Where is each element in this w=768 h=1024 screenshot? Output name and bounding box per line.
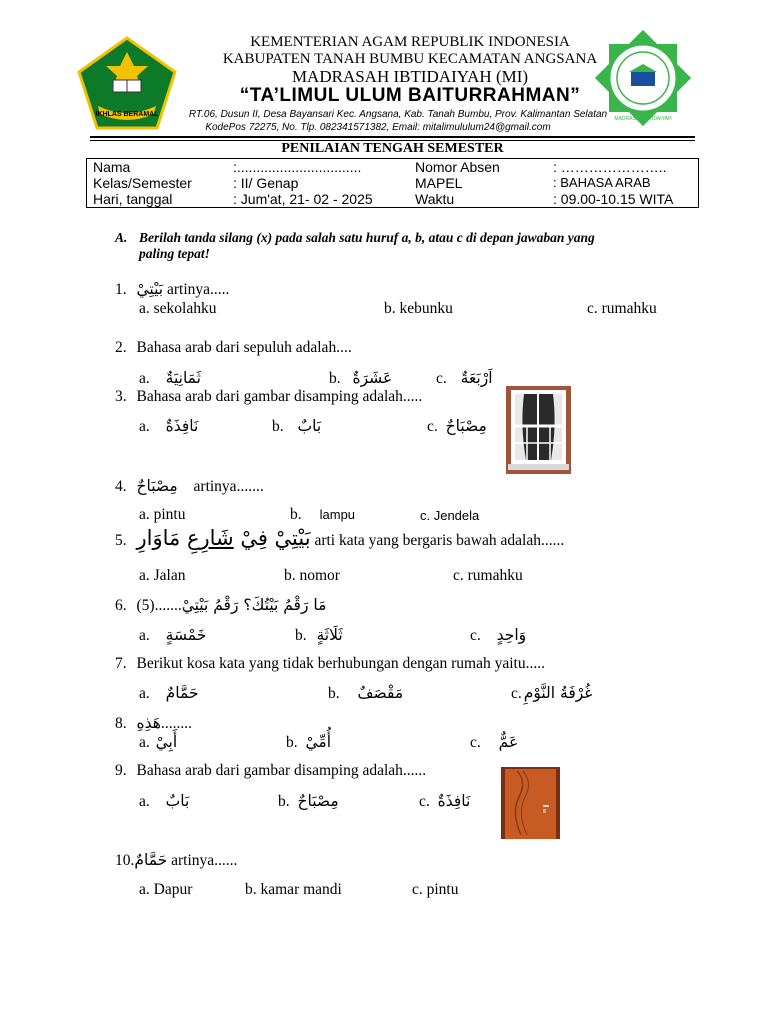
door-image: [501, 767, 560, 839]
option-a[interactable]: a. pintu: [139, 506, 186, 523]
question-text: arti kata yang bergaris bawah adalah......: [310, 532, 565, 549]
option-c[interactable]: [419, 792, 470, 811]
option-c[interactable]: [427, 417, 487, 436]
option-letter: a.: [139, 685, 150, 702]
question-text: artinya......: [167, 852, 238, 869]
question-arabic: مِصْبَاحٌ: [136, 477, 178, 495]
left-logo-text: IKHLAS BERAMAL: [95, 111, 159, 118]
option-a[interactable]: [139, 417, 198, 436]
question-text: Bahasa arab dari sepuluh adalah....: [136, 339, 352, 356]
question-text: artinya.......: [193, 478, 264, 495]
value-kelas-semester: : II/ Genap: [233, 175, 299, 191]
value-nama[interactable]: :................................: [233, 159, 362, 175]
header-school-name: “TA’LIMUL ULUM BAITURRAHMAN”: [239, 85, 581, 106]
option-b[interactable]: [290, 506, 355, 524]
info-row: [87, 191, 699, 208]
arabic-word: بَيْتِيْ فِيْ: [240, 526, 311, 550]
label-nama: Nama: [93, 159, 131, 175]
instruction-text: Berilah tanda silang (x) pada salah satu huruf a, b, atau c di depan jawaban yang: [139, 230, 595, 245]
option-a[interactable]: a. Jalan: [139, 567, 186, 584]
option-c[interactable]: [436, 369, 493, 388]
option-letter: c.: [470, 627, 481, 644]
option-b[interactable]: [286, 733, 331, 752]
option-text: lampu: [319, 507, 356, 522]
option-letter: b.: [329, 370, 341, 387]
option-letter: b.: [278, 793, 290, 810]
question-text: ........: [160, 715, 192, 732]
option-a[interactable]: [139, 792, 189, 811]
exam-title: PENILAIAN TENGAH SEMESTER: [281, 141, 504, 156]
option-c[interactable]: c. rumahku: [453, 567, 523, 584]
question-number: 4.: [115, 478, 127, 495]
option-c[interactable]: [470, 626, 526, 645]
option-c[interactable]: [470, 733, 518, 752]
option-arabic: ثَلَاثَةٍ: [316, 626, 343, 644]
question-number: 5.: [115, 532, 127, 549]
option-a[interactable]: [139, 733, 177, 752]
header-ministry: KEMENTERIAN AGAM REPUBLIK INDONESIA: [250, 34, 570, 50]
label-waktu: Waktu: [415, 191, 455, 207]
option-arabic: غُرْفَةُ النَّوْمِ: [523, 684, 593, 702]
option-b[interactable]: b. nomor: [284, 567, 340, 584]
option-arabic: أَبِيْ: [155, 733, 178, 751]
option-arabic: نَافِذَةٌ: [437, 792, 471, 810]
question-number: 8.: [115, 715, 127, 732]
value-waktu: : 09.00-10.15 WITA: [553, 191, 674, 207]
question-text: Bahasa arab dari gambar disamping adalah.....: [136, 388, 423, 405]
option-letter: c.: [511, 685, 522, 702]
label-nomor-absen: Nomor Absen: [415, 159, 500, 175]
option-b[interactable]: [328, 684, 403, 703]
info-row: [87, 159, 699, 176]
option-b[interactable]: [278, 792, 339, 811]
option-letter: a.: [139, 370, 150, 387]
option-arabic: وَاحِدٍ: [496, 626, 527, 644]
question-5: [115, 526, 564, 550]
question-arabic: حَمَّامٌ: [134, 851, 168, 869]
option-b[interactable]: [329, 369, 392, 388]
option-c[interactable]: c. Jendela: [420, 508, 480, 523]
option-b[interactable]: b. kamar mandi: [245, 881, 342, 898]
option-arabic: مِصْبَاحٌ: [445, 417, 487, 435]
option-letter: c.: [419, 793, 430, 810]
option-b[interactable]: [272, 417, 321, 436]
header-divider: [90, 136, 695, 138]
question-arabic-sentence: [137, 526, 311, 550]
option-letter: c.: [436, 370, 447, 387]
question-number: 6.: [115, 597, 127, 614]
option-arabic: حَمَّامٌ: [165, 684, 199, 702]
student-info-table: [86, 158, 699, 208]
label-kelas-semester: Kelas/Semester: [93, 175, 192, 191]
instruction-letter: A.: [115, 230, 128, 245]
option-arabic: بَابٌ: [165, 792, 190, 810]
option-letter: b.: [272, 418, 284, 435]
value-nomor-absen[interactable]: : …………………..: [553, 159, 667, 175]
question-number: 10.: [115, 852, 135, 869]
option-arabic: خَمْسَةٍ: [165, 626, 207, 644]
label-hari-tanggal: Hari, tanggal: [93, 191, 173, 207]
question-arabic: هَذِهِ: [136, 714, 161, 732]
question-8: [115, 714, 192, 733]
question-4: [115, 477, 264, 496]
option-b[interactable]: b. kebunku: [384, 300, 453, 317]
option-arabic: عَشَرَةٌ: [352, 369, 393, 387]
option-c[interactable]: c. pintu: [412, 881, 459, 898]
value-hari-tanggal: : Jum'at, 21- 02 - 2025: [233, 191, 373, 207]
option-arabic: عَمٌّ: [498, 733, 519, 751]
header-regency: KABUPATEN TANAH BUMBU KECAMATAN ANGSANA: [222, 51, 598, 67]
question-6: [115, 596, 326, 615]
header-contact: KodePos 72275, No. Tlp. 082341571382, Email: mitalimululum24@gmail.com: [205, 122, 551, 133]
question-number: 2.: [115, 339, 127, 356]
option-a[interactable]: [139, 369, 201, 388]
question-arabic: مَا رَقْمُ بَيْتُكَ؟ رَقْمُ بَيْتِيْ: [181, 596, 327, 614]
question-text: Berikut kosa kata yang tidak berhubungan dengan rumah yaitu.....: [136, 655, 545, 672]
value-mapel: : BAHASA ARAB: [553, 175, 651, 190]
option-c[interactable]: c. rumahku: [587, 300, 657, 317]
option-letter: c.: [470, 734, 481, 751]
option-letter: a.: [139, 627, 150, 644]
window-image: [506, 386, 571, 474]
question-2: [115, 339, 352, 357]
question-9: [115, 762, 426, 780]
arabic-word: مَاوَارِ: [136, 526, 181, 550]
option-arabic: بَابٌ: [297, 417, 322, 435]
info-row: [87, 175, 699, 191]
question-7: [115, 655, 545, 673]
question-number: 1.: [115, 281, 127, 298]
option-letter: a.: [139, 418, 150, 435]
option-a[interactable]: [139, 684, 199, 703]
underlined-word: شَارِعِ: [186, 526, 234, 550]
option-arabic: نَافِذَةٌ: [165, 417, 199, 435]
option-letter: c.: [427, 418, 438, 435]
question-number: 7.: [115, 655, 127, 672]
option-a[interactable]: [139, 626, 206, 645]
question-1: [115, 280, 229, 299]
question-number: 3.: [115, 388, 127, 405]
question-number: 9.: [115, 762, 127, 779]
option-b[interactable]: [295, 626, 343, 645]
instruction-text-2: paling tepat!: [139, 246, 210, 261]
header-madrasah: MADRASAH IBTIDAIYAH (MI): [291, 67, 529, 86]
option-a[interactable]: a. sekolahku: [139, 300, 217, 317]
option-arabic: أُمِّيْ: [305, 733, 332, 751]
question-text: (5).......: [136, 597, 182, 614]
option-letter: b.: [290, 506, 302, 523]
right-logo-text: MADRASAH IBTIDAIYAH: [614, 116, 672, 122]
question-text: Bahasa arab dari gambar disamping adalah......: [136, 762, 427, 779]
option-arabic: اَرْبَعَةٌ: [460, 369, 493, 387]
option-arabic: مِصْبَاحٌ: [297, 792, 339, 810]
label-mapel: MAPEL: [415, 175, 463, 191]
question-3: [115, 388, 422, 406]
option-letter: b.: [328, 685, 340, 702]
option-arabic: مَقْصَفٌ: [357, 684, 404, 702]
option-arabic: ثَمَانِيَةٌ: [165, 369, 201, 387]
header-address: RT.06, Dusun II, Desa Bayansari Kec. Angsana, Kab. Tanah Bumbu, Prov. Kalimantan Selatan: [188, 109, 608, 120]
option-letter: a.: [139, 793, 150, 810]
question-text: artinya.....: [163, 281, 230, 298]
option-letter: b.: [286, 734, 298, 751]
question-10: [115, 851, 237, 870]
option-a[interactable]: a. Dapur: [139, 881, 193, 898]
option-letter: a.: [139, 734, 150, 751]
option-c[interactable]: [511, 684, 592, 703]
question-arabic: بَيْتِيْ: [136, 280, 164, 298]
option-letter: b.: [295, 627, 307, 644]
